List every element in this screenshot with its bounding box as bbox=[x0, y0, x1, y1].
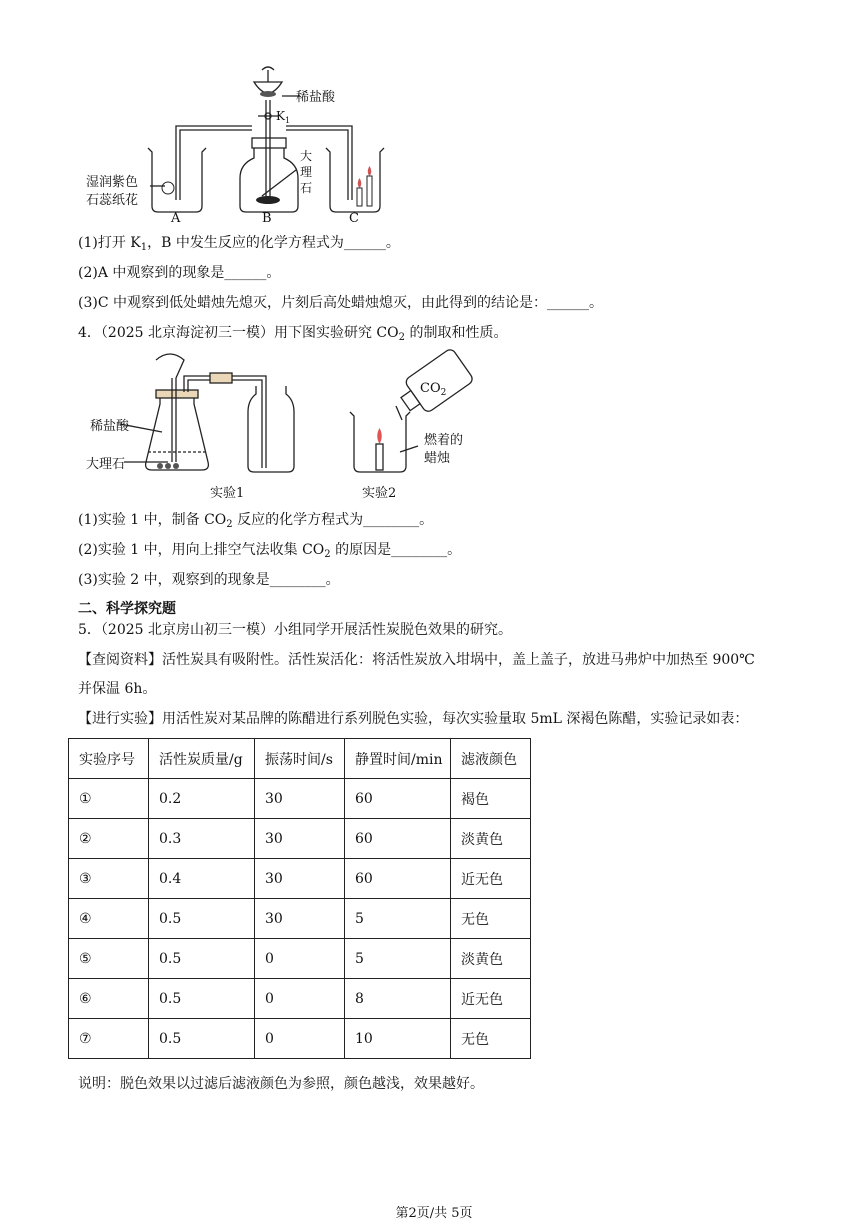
label-candle-2: 蜡烛 bbox=[424, 451, 451, 466]
table-cell: ③ bbox=[69, 859, 149, 899]
label-b: B bbox=[262, 211, 272, 226]
caption-exp2: 实验2 bbox=[362, 486, 397, 501]
q4-title: 4．（2025 北京海淀初三一模）用下图实验研究 $CO_2$ 的制取和性质。 bbox=[78, 325, 508, 343]
table-header-row bbox=[69, 739, 531, 779]
section-heading: 二、科学探究题 bbox=[78, 601, 176, 617]
table-header-cell: 静置时间/min bbox=[345, 739, 451, 779]
table-cell: 无色 bbox=[451, 899, 531, 939]
table-row bbox=[69, 859, 531, 899]
label-flower-1: 湿润紫色 bbox=[86, 175, 139, 190]
table-cell: 近无色 bbox=[451, 979, 531, 1019]
label-co2: $CO_2$ bbox=[420, 381, 447, 398]
table-note: 说明：脱色效果以过滤后滤液颜色为参照，颜色越浅，效果越好。 bbox=[78, 1076, 484, 1092]
table-cell: 60 bbox=[345, 819, 451, 859]
table-cell: 60 bbox=[345, 859, 451, 899]
table-cell: 淡黄色 bbox=[451, 819, 531, 859]
table-cell: ④ bbox=[69, 899, 149, 939]
table-row bbox=[69, 939, 531, 979]
q4-part1: (1)实验 1 中，制备 $CO_2$ 反应的化学方程式为________。 bbox=[78, 512, 434, 530]
experiment-intro: 【进行实验】用活性炭对某品牌的陈醋进行系列脱色实验，每次实验量取 5mL 深褐色陈醋，实验记录如表： bbox=[78, 711, 749, 727]
table-cell: 8 bbox=[345, 979, 451, 1019]
table-row bbox=[69, 979, 531, 1019]
table-row bbox=[69, 1019, 531, 1059]
table-cell: 无色 bbox=[451, 1019, 531, 1059]
table-cell: 10 bbox=[345, 1019, 451, 1059]
table-cell: 0.5 bbox=[149, 1019, 255, 1059]
q4-part3: (3)实验 2 中，观察到的现象是________。 bbox=[78, 572, 340, 588]
q3-part2: (2)A 中观察到的现象是______。 bbox=[78, 265, 281, 281]
table-cell: ⑥ bbox=[69, 979, 149, 1019]
reference-line-2: 并保温 6h。 bbox=[78, 681, 157, 697]
table-header-cell: 滤液颜色 bbox=[451, 739, 531, 779]
label-exp1-acid: 稀盐酸 bbox=[90, 419, 130, 434]
table-header-cell: 活性炭质量/g bbox=[149, 739, 255, 779]
label-marble-1: 大 bbox=[300, 149, 313, 163]
table-cell: 60 bbox=[345, 779, 451, 819]
table-cell: ⑦ bbox=[69, 1019, 149, 1059]
label-dilute-hcl: 稀盐酸 bbox=[296, 90, 336, 105]
q3-part3: (3)C 中观察到低处蜡烛先熄灭，片刻后高处蜡烛熄灭，由此得到的结论是：______。 bbox=[78, 295, 603, 311]
table-cell: 0 bbox=[255, 1019, 345, 1059]
reference-line-1: 【查阅资料】活性炭具有吸附性。活性炭活化：将活性炭放入坩埚中，盖上盖子，放进马弗炉中加热至 900℃ bbox=[78, 652, 755, 668]
table-cell: 0.2 bbox=[149, 779, 255, 819]
q5-title: 5．（2025 北京房山初三一模）小组同学开展活性炭脱色效果的研究。 bbox=[78, 622, 512, 638]
table-cell: 30 bbox=[255, 859, 345, 899]
table-row bbox=[69, 819, 531, 859]
table-cell: ① bbox=[69, 779, 149, 819]
table-cell: 褐色 bbox=[451, 779, 531, 819]
table-row bbox=[69, 899, 531, 939]
table-cell: 5 bbox=[345, 939, 451, 979]
table-cell: 淡黄色 bbox=[451, 939, 531, 979]
table-cell: 0.5 bbox=[149, 939, 255, 979]
page-footer: 第2页/共 5页 bbox=[395, 1206, 473, 1221]
label-valve-k: $K_1$ bbox=[276, 109, 291, 125]
label-a: A bbox=[171, 211, 181, 226]
table-cell: 0 bbox=[255, 939, 345, 979]
table-header-cell: 实验序号 bbox=[69, 739, 149, 779]
table-cell: 0 bbox=[255, 979, 345, 1019]
table-cell: 0.5 bbox=[149, 979, 255, 1019]
table-cell: 0.4 bbox=[149, 859, 255, 899]
table-cell: 0.3 bbox=[149, 819, 255, 859]
apparatus-figure-experiments bbox=[0, 0, 868, 510]
experiment-table bbox=[68, 738, 531, 1059]
table-header-cell: 振荡时间/s bbox=[255, 739, 345, 779]
label-marble-2: 理 bbox=[300, 165, 313, 179]
table-row bbox=[69, 779, 531, 819]
caption-exp1: 实验1 bbox=[210, 486, 245, 501]
label-marble-3: 石 bbox=[300, 181, 313, 195]
table-cell: 近无色 bbox=[451, 859, 531, 899]
label-c: C bbox=[349, 211, 359, 226]
table-cell: 30 bbox=[255, 819, 345, 859]
table-cell: ② bbox=[69, 819, 149, 859]
label-candle-1: 燃着的 bbox=[424, 433, 464, 448]
label-flower-2: 石蕊纸花 bbox=[86, 193, 139, 208]
table-cell: 30 bbox=[255, 899, 345, 939]
table-cell: 5 bbox=[345, 899, 451, 939]
table-cell: ⑤ bbox=[69, 939, 149, 979]
q3-part1: (1)打开 $K_1$，B 中发生反应的化学方程式为______。 bbox=[78, 235, 400, 253]
q4-part2: (2)实验 1 中，用向上排空气法收集 $CO_2$ 的原因是________。 bbox=[78, 542, 462, 560]
table-cell: 0.5 bbox=[149, 899, 255, 939]
table-cell: 30 bbox=[255, 779, 345, 819]
label-exp1-marble: 大理石 bbox=[86, 457, 126, 472]
